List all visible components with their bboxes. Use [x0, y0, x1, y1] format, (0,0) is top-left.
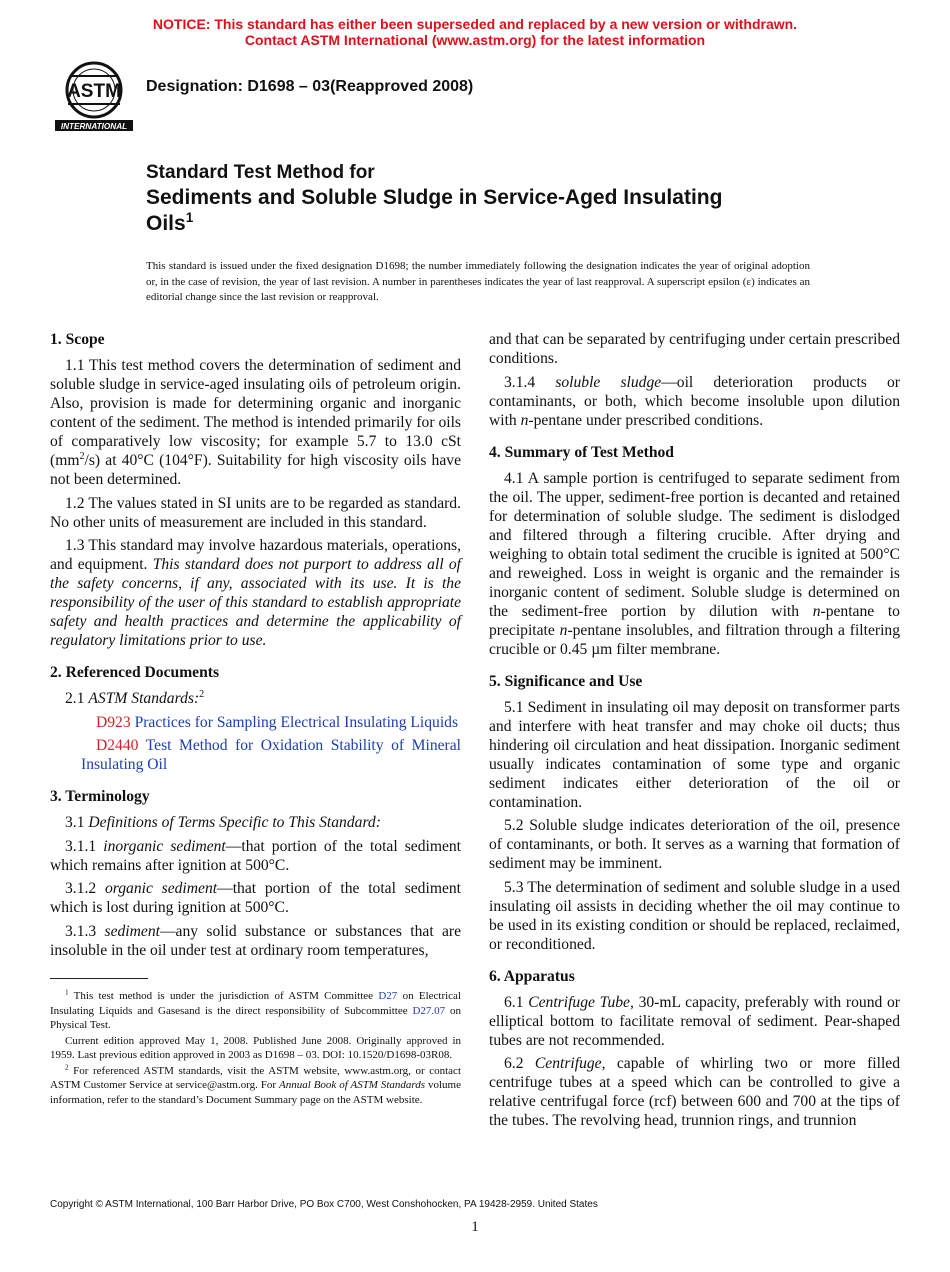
title-footnote-mark: 1 — [185, 210, 194, 225]
paragraph-5-1: 5.1 Sediment in insulating oil may deposit on transformer parts and interfere with heat transfer and may choke oil ducts; thus hindering oil circulation and heat dissipation. Inorganic sediment usually indicates contamination of some type and organic sediment indicates either deterioration of the oil or contamination. — [489, 698, 900, 811]
notice-line-2: Contact ASTM International (www.astm.org) for the latest information — [244, 32, 706, 48]
footnote-1: $^1$ This test method is under the jurisdiction of ASTM Committee D27 on Electrical Insulating Liquids and Gasesand is the direct responsibility of Subcommittee D27.07 on Physical Test. — [50, 988, 461, 1031]
withdrawal-notice — [0, 16, 950, 48]
paragraph-6-1: 6.1 Centrifuge Tube, 30-mL capacity, preferably with round or elliptical bottom to facilitate removal of sediment. Pear-shaped tubes are not recommended. — [489, 993, 900, 1049]
definition-organic-sediment: 3.1.2 organic sediment—that portion of the total sediment which is lost during ignition at 500°C. — [50, 880, 461, 916]
reference-code-link[interactable]: D923 — [96, 713, 131, 731]
footnote-2: $^2$ For referenced ASTM standards, visit the ASTM website, www.astm.org, or contact ASTM Customer Service at service@astm.org. For Annual Book of ASTM Standards volume information, refer to the standard’s Document Summary page on the ASTM website. — [50, 1062, 461, 1106]
paragraph-1-1: 1.1 This test method covers the determination of sediment and soluble sludge in service-aged insulating oils of petroleum origin. Also, provision is made for determining organic and inorganic content of the sediment. The method is intended primarily for oils of comparatively low viscosity; for example 5.7 to 13.0 cSt $(mm^2/s)$ at 40°C (104°F). Suitability for high viscosity oils have not been determined. — [50, 357, 461, 488]
footnotes — [50, 989, 461, 1108]
right-column — [489, 330, 900, 1135]
title-line-3: Oils — [146, 212, 186, 235]
section-heading-scope: 1. Scope — [50, 331, 105, 348]
reference-d923[interactable] — [50, 713, 461, 732]
section-heading-terminology: 3. Terminology — [50, 788, 150, 805]
definition-inorganic-sediment: 3.1.1 inorganic sediment—that portion of the total sediment which remains after ignition at 500°C. — [50, 837, 462, 874]
paragraph-4-1: 4.1 A sample portion is centrifuged to separate sediment from the oil. The upper, sediment-free portion is decanted and retained for determination of soluble sludge. The sediment is dislodged and filtered through a filtering crucible. After drying and weighing to obtain total sediment the crucible is ignited at 500°C and reweighed. Loss in weight is organic and the remainder is inorganic content of sediment. Soluble sludge is determined on the sediment-free portion by dilution with n-pentane to precipitate n-pentane insolubles, and filtration through a filtering crucible or 0.45 µm filter membrane. — [489, 469, 901, 658]
reference-title-link[interactable]: Practices for Sampling Electrical Insulating Liquids — [134, 713, 459, 731]
reference-title-link[interactable]: Test Method for Oxidation Stability of Mineral Insulating Oil — [81, 737, 461, 773]
left-column — [50, 330, 461, 964]
footnote-divider — [50, 978, 148, 979]
title-line-2: Sediments and Soluble Sludge in Service-Aged Insulating — [146, 186, 723, 209]
committee-link[interactable]: D27 — [378, 990, 398, 1002]
paragraph-6-2: 6.2 Centrifuge, capable of whirling two or more filled centrifuge tubes at a speed which can be controlled to give a relative centrifugal force (rcf) between 600 and 700 at the tips of the tubes. The revolving head, trunnion rings, and trunnion — [489, 1055, 901, 1129]
document-title — [146, 161, 846, 237]
section-heading-summary: 4. Summary of Test Method — [489, 443, 674, 461]
paragraph-5-3: 5.3 The determination of sediment and soluble sludge in a used insulating oil assists in deciding whether the oil may continue to be used in its existing condition or should be replaced, reclaimed, or reconditioned. — [489, 878, 900, 953]
issuance-note: This standard is issued under the fixed designation D1698; the number immediately following the designation indicates the year of original adoption or, in the case of revision, the year of last revision. A number in parentheses indicates the year of last reapproval. A superscript epsilon (ε) indicates an editorial change since the last revision or reapproval. — [146, 260, 810, 303]
definition-soluble-sludge: 3.1.4 soluble sludge—oil deterioration products or contaminants, or both, which become insoluble upon dilution with n-pentane under prescribed conditions. — [489, 373, 900, 429]
logo-wordmark: INTERNATIONAL — [60, 122, 128, 131]
logo-letters: ASTM — [67, 81, 121, 102]
paragraph-2-1: 2.1 ASTM Standards:$^2$ — [65, 688, 205, 707]
paragraph-5-2: 5.2 Soluble sludge indicates deterioration of the oil, presence of contaminants, or both. It serves as a warning that formation of sediment may be imminent. — [489, 817, 900, 872]
copyright-line: Copyright © ASTM International, 100 Barr Harbor Drive, PO Box C700, West Conshohocken, PA 19428-2959. United States — [50, 1199, 598, 1210]
paragraph-3-1: 3.1 Definitions of Terms Specific to This Standard: — [65, 814, 381, 831]
subcommittee-link[interactable]: D27.07 — [412, 1004, 446, 1017]
section-heading-significance: 5. Significance and Use — [489, 672, 643, 690]
reference-code-link[interactable]: D2440 — [96, 737, 139, 754]
section-heading-referenced-documents: 2. Referenced Documents — [50, 664, 220, 681]
paragraph-1-2: 1.2 The values stated in SI units are to be regarded as standard. No other units of measurement are included in this standard. — [50, 494, 461, 531]
paragraph-1-3: 1.3 This standard may involve hazardous materials, operations, and equipment. This standard does not purport to address all of the safety concerns, if any, associated with its use. It is the responsibility of the user of this standard to establish appropriate safety and health practices and determine the applicability of regulatory limitations prior to use. — [50, 537, 461, 649]
definition-sediment-continued: and that can be separated by centrifuging under certain prescribed conditions. — [489, 331, 900, 367]
footnote-edition: Current edition approved May 1, 2008. Published June 2008. Originally approved in 1959. Last previous edition approved in 2003 as D1698 – 03. DOI: 10.1520/D1698-03R08. — [50, 1034, 461, 1061]
astm-logo — [54, 58, 134, 132]
definition-sediment: 3.1.3 sediment—any solid substance or substances that are insoluble in the oil under test at ordinary room temperatures, — [50, 922, 461, 959]
section-heading-apparatus: 6. Apparatus — [489, 967, 575, 985]
designation: Designation: D1698 – 03(Reapproved 2008) — [146, 78, 474, 95]
notice-line-1: NOTICE: This standard has either been superseded and replaced by a new version or withdrawn. — [152, 16, 798, 32]
page-number: 1 — [471, 1219, 479, 1235]
title-line-1: Standard Test Method for — [146, 162, 375, 183]
reference-d2440[interactable] — [50, 736, 461, 774]
